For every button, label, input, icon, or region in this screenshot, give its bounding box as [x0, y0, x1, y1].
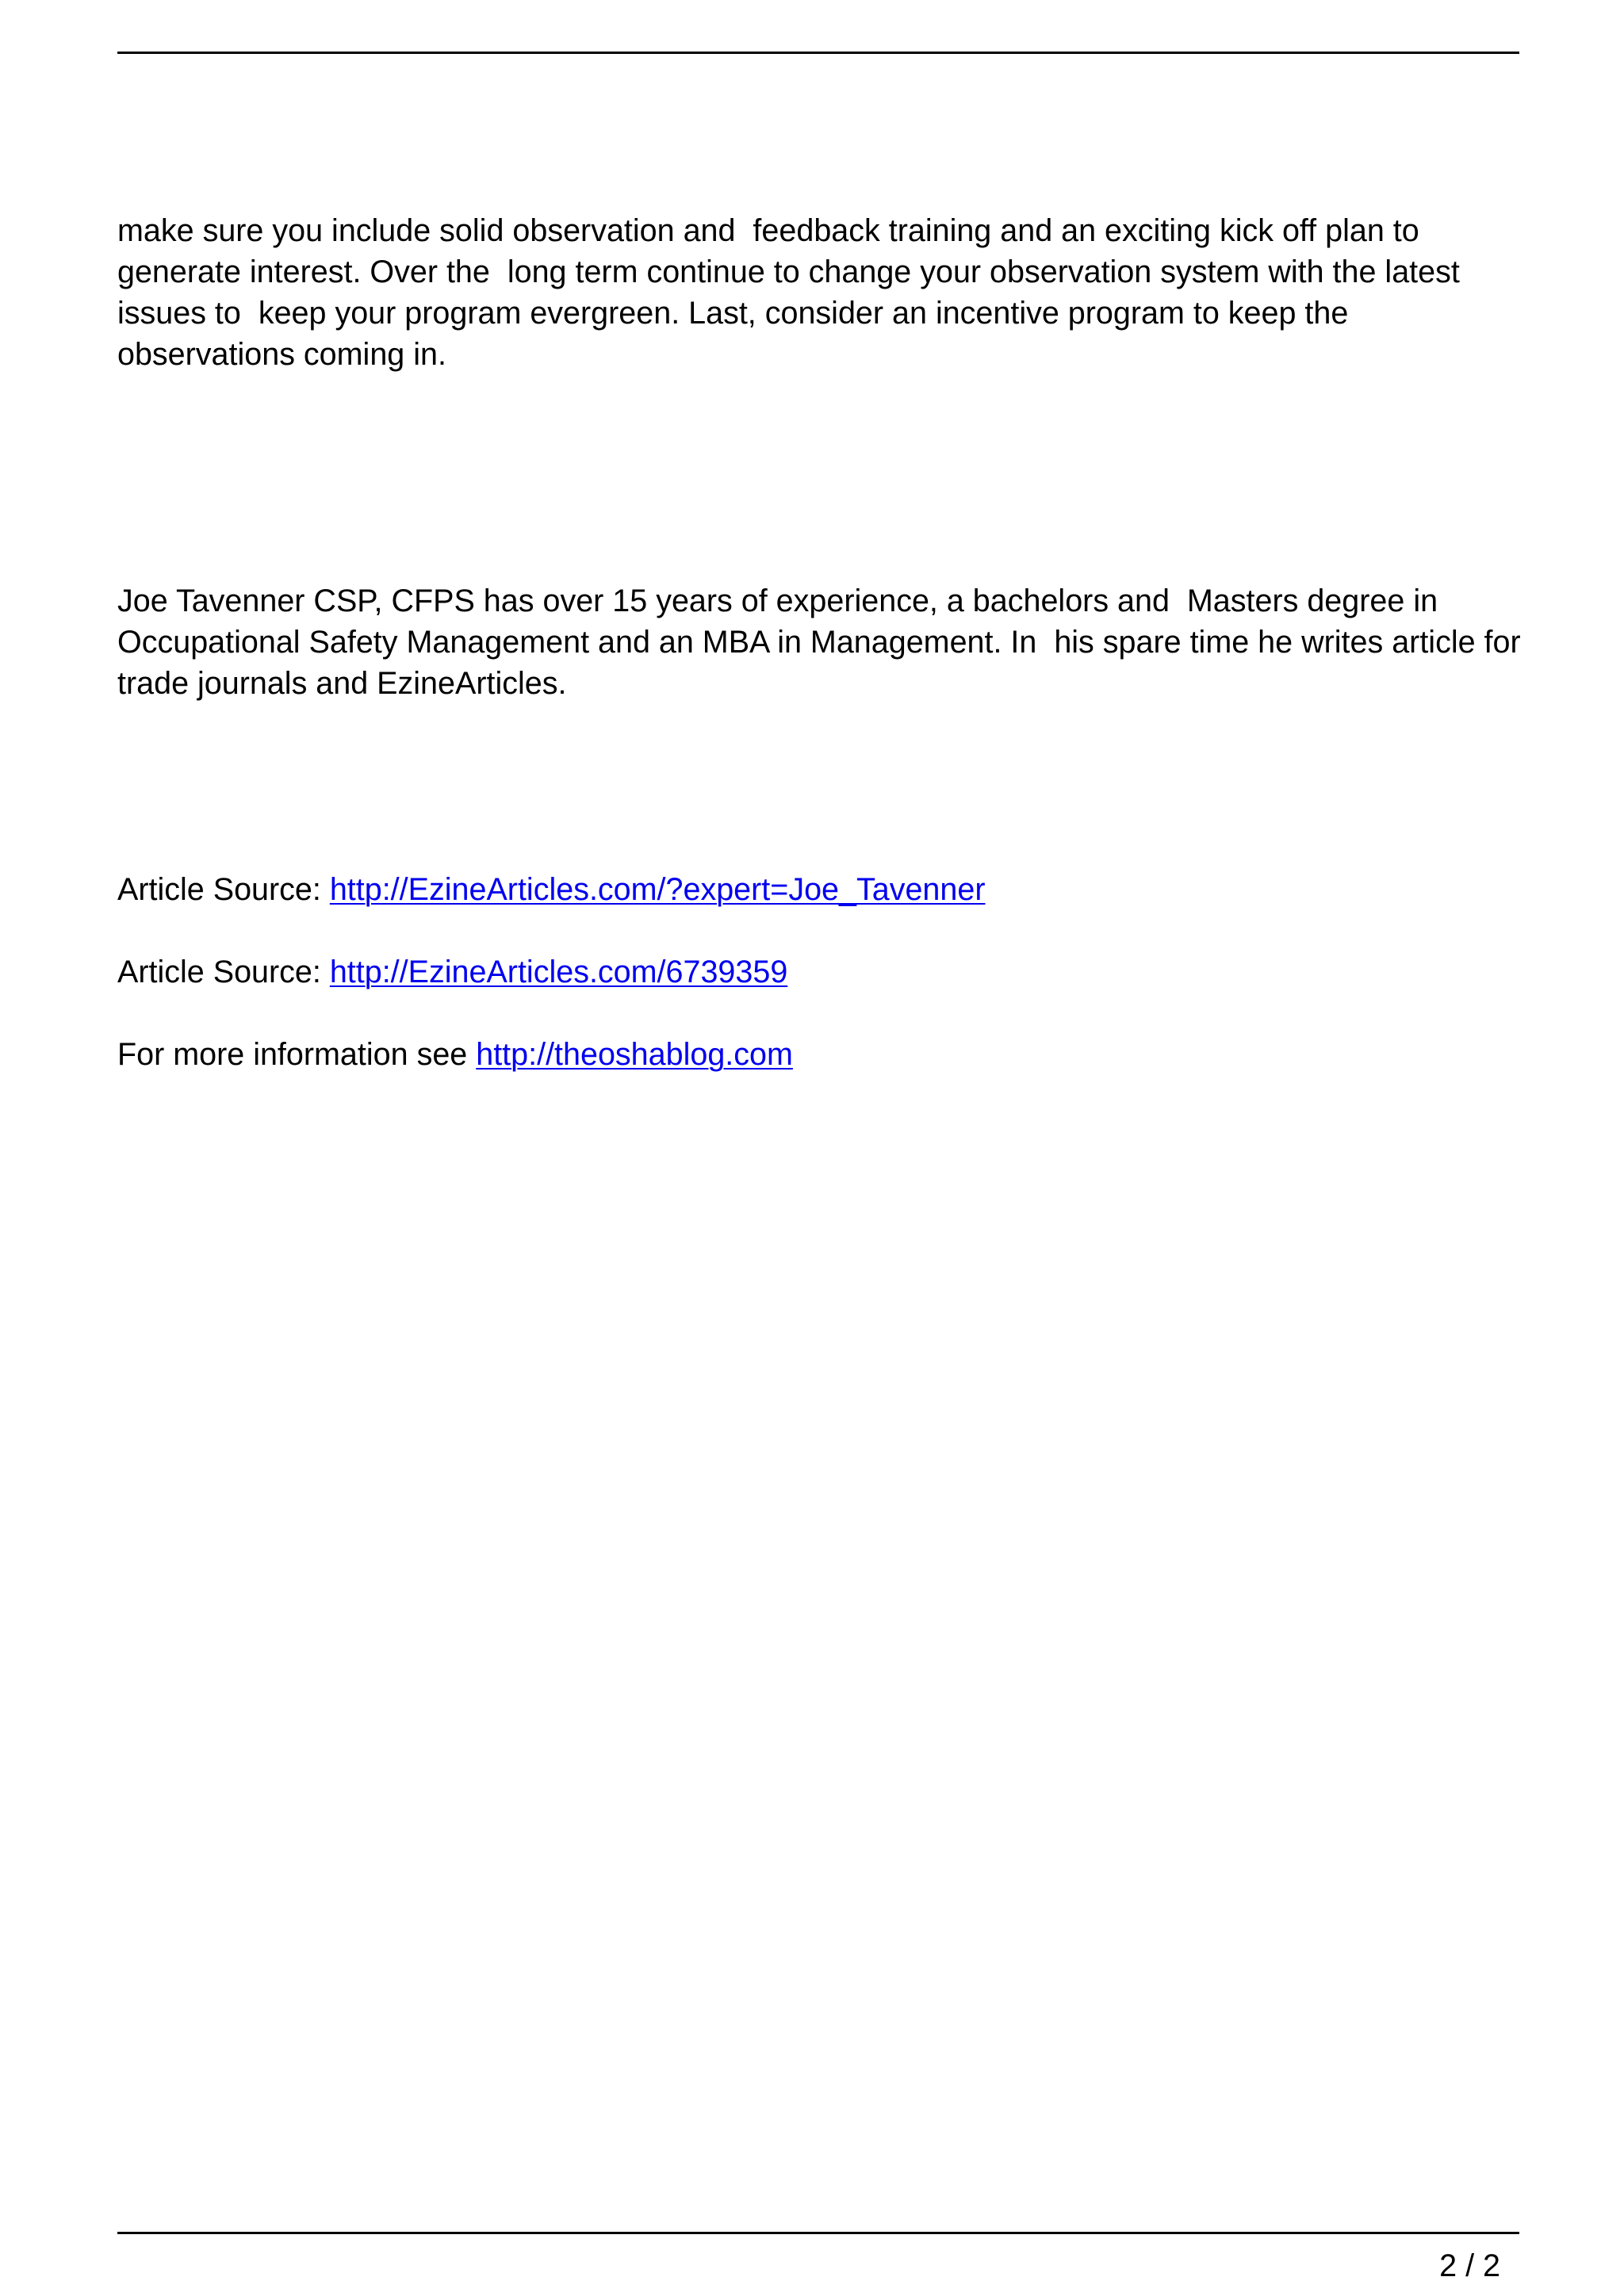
header-rule	[117, 52, 1519, 54]
expert-profile-link[interactable]: http://EzineArticles.com/?expert=Joe_Tavenner	[329, 872, 986, 907]
footer-rule	[117, 2232, 1519, 2234]
page-number: 2 / 2	[1439, 2248, 1500, 2283]
source-line-article	[117, 951, 787, 993]
article-link[interactable]: http://EzineArticles.com/6739359	[329, 955, 788, 989]
source-label: Article Source:	[117, 872, 330, 907]
body-paragraph-observation: make sure you include solid observation and feedback training and an exciting kick off plan to generate interest. Over the long term continue to change your observation system with the latest issues to keep your program evergreen. Last, consider an incentive program to keep the observations coming in.	[117, 213, 1469, 372]
osha-blog-link[interactable]: http://theoshablog.com	[476, 1037, 793, 1072]
more-info-line	[117, 1034, 793, 1075]
author-bio-paragraph: Joe Tavenner CSP, CFPS has over 15 years of experience, a bachelors and Masters degree in Occupational Safety Management and an MBA in Management. In his spare time he writes article for trade journals and EzineArticles.	[117, 584, 1530, 701]
source-label: Article Source:	[117, 955, 330, 989]
more-info-label: For more information see	[117, 1037, 477, 1072]
source-line-expert	[117, 869, 985, 910]
